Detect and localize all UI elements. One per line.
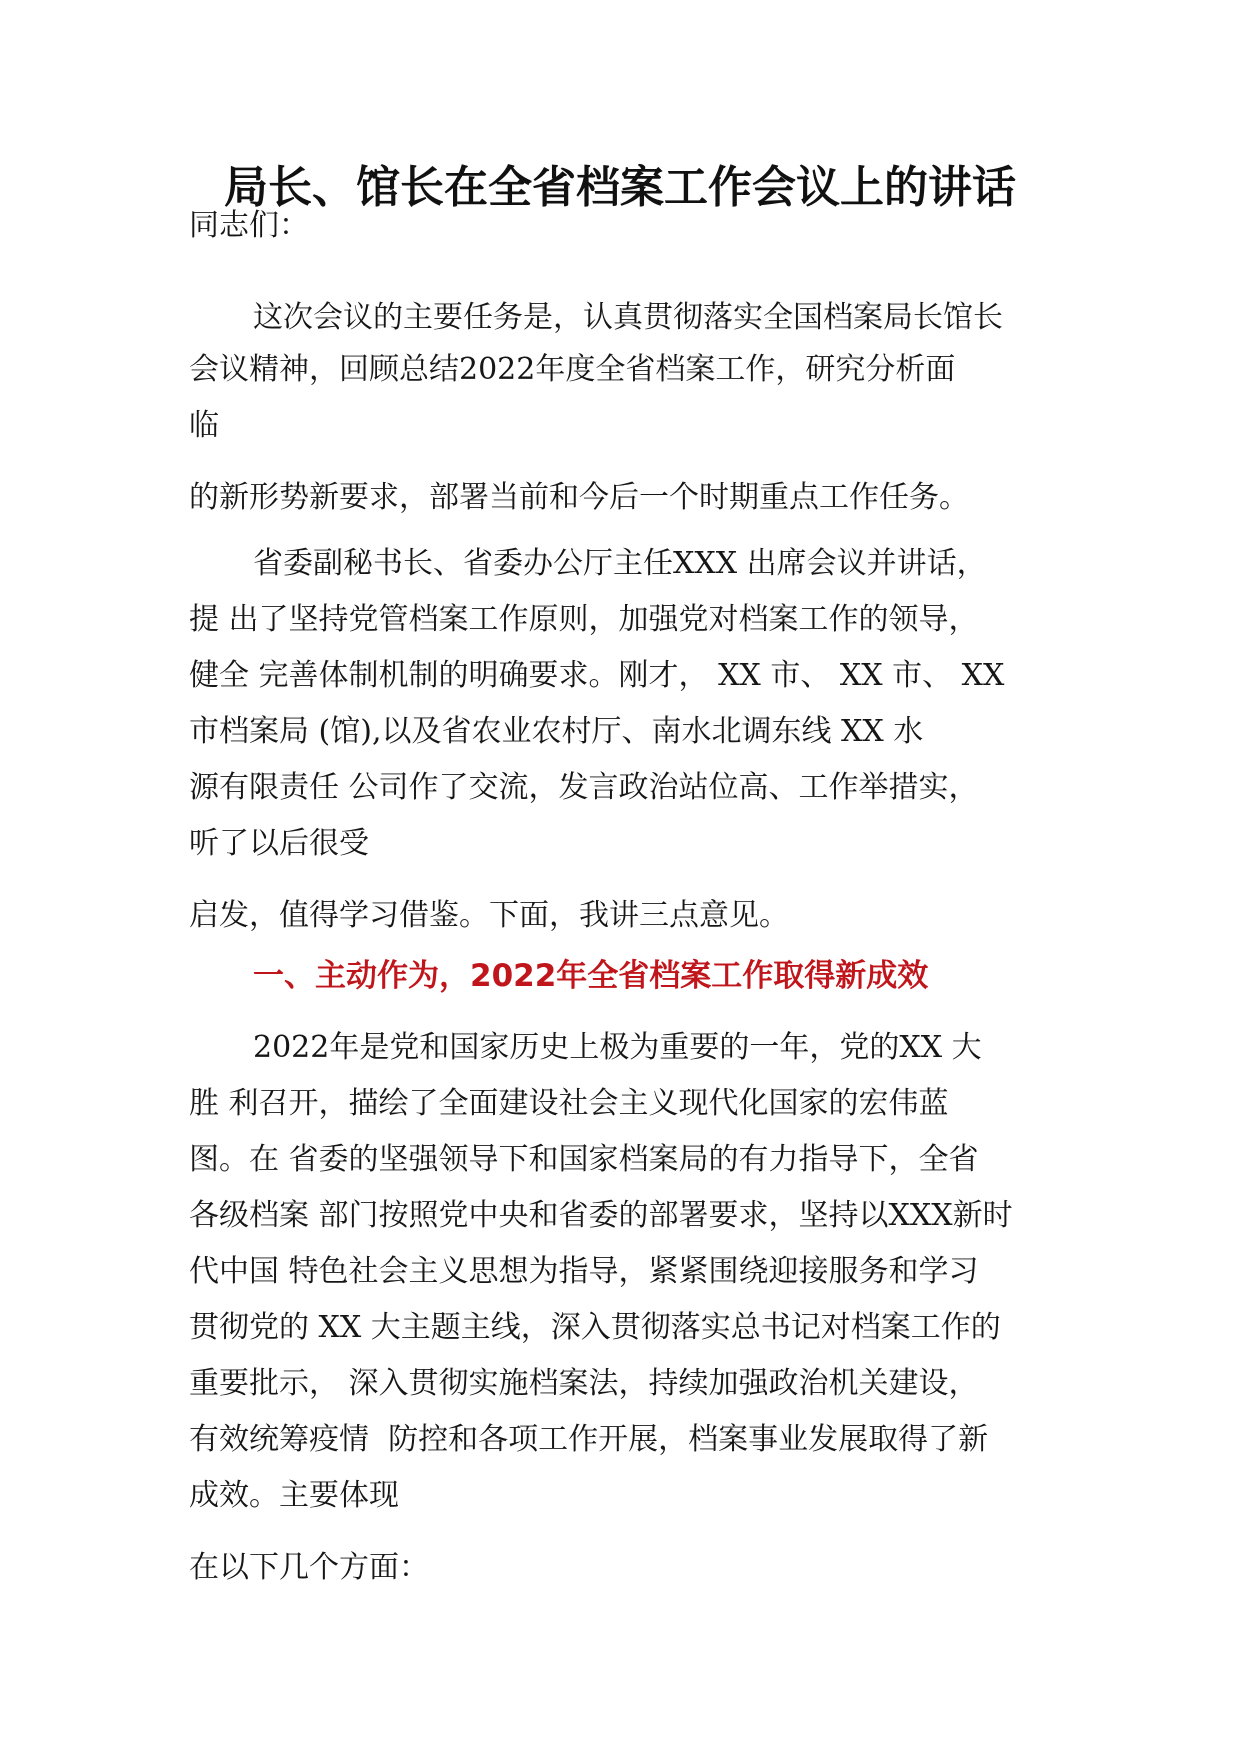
paragraph-line: 成效。主要体现 xyxy=(189,1478,399,1513)
section-heading: 一、主动作为，2022年全省档案工作取得新成效 xyxy=(253,958,929,994)
paragraph-line: 各级档案 部门按照党中央和省委的部署要求，坚持以XXX新时 xyxy=(189,1198,1013,1233)
paragraph-line: 2022年是党和国家历史上极为重要的一年，党的XX 大 xyxy=(253,1030,982,1065)
paragraph-line: 健全 完善体制机制的明确要求。刚才， XX 市、 XX 市、 XX xyxy=(189,658,1005,693)
paragraph-line: 启发，值得学习借鉴。下面，我讲三点意见。 xyxy=(189,898,789,933)
paragraph-line: 市档案局 (馆),以及省农业农村厅、南水北调东线 XX 水 xyxy=(189,714,924,749)
paragraph-line: 图。在 省委的坚强领导下和国家档案局的有力指导下，全省 xyxy=(189,1142,979,1177)
paragraph-line: 源有限责任 公司作了交流，发言政治站位高、工作举措实， xyxy=(189,770,979,805)
paragraph-line: 的新形势新要求，部署当前和今后一个时期重点工作任务。 xyxy=(189,480,969,515)
paragraph-line: 省委副秘书长、省委办公厅主任XXX 出席会议并讲话， xyxy=(253,546,987,581)
paragraph-line: 贯彻党的 XX 大主题主线，深入贯彻落实总书记对档案工作的 xyxy=(189,1310,1001,1345)
document-title: 局长、馆长在全省档案工作会议上的讲话 xyxy=(224,162,1016,213)
paragraph-line: 提 出了坚持党管档案工作原则，加强党对档案工作的领导， xyxy=(189,602,979,637)
paragraph-line: 临 xyxy=(189,408,219,443)
paragraph-line: 代中国 特色社会主义思想为指导，紧紧围绕迎接服务和学习 xyxy=(189,1254,979,1289)
paragraph-line: 重要批示， 深入贯彻实施档案法，持续加强政治机关建设， xyxy=(189,1366,979,1401)
paragraph-line: 有效统筹疫情 防控和各项工作开展，档案事业发展取得了新 xyxy=(189,1422,989,1457)
paragraph-line: 胜 利召开，描绘了全面建设社会主义现代化国家的宏伟蓝 xyxy=(189,1086,949,1121)
paragraph-line: 听了以后很受 xyxy=(189,826,369,861)
paragraph-line: 这次会议的主要任务是，认真贯彻落实全国档案局长馆长 xyxy=(253,300,1003,335)
paragraph-line: 会议精神，回顾总结2022年度全省档案工作，研究分析面 xyxy=(189,352,956,387)
paragraph-line: 在以下几个方面： xyxy=(189,1550,429,1585)
salutation: 同志们： xyxy=(189,208,309,243)
